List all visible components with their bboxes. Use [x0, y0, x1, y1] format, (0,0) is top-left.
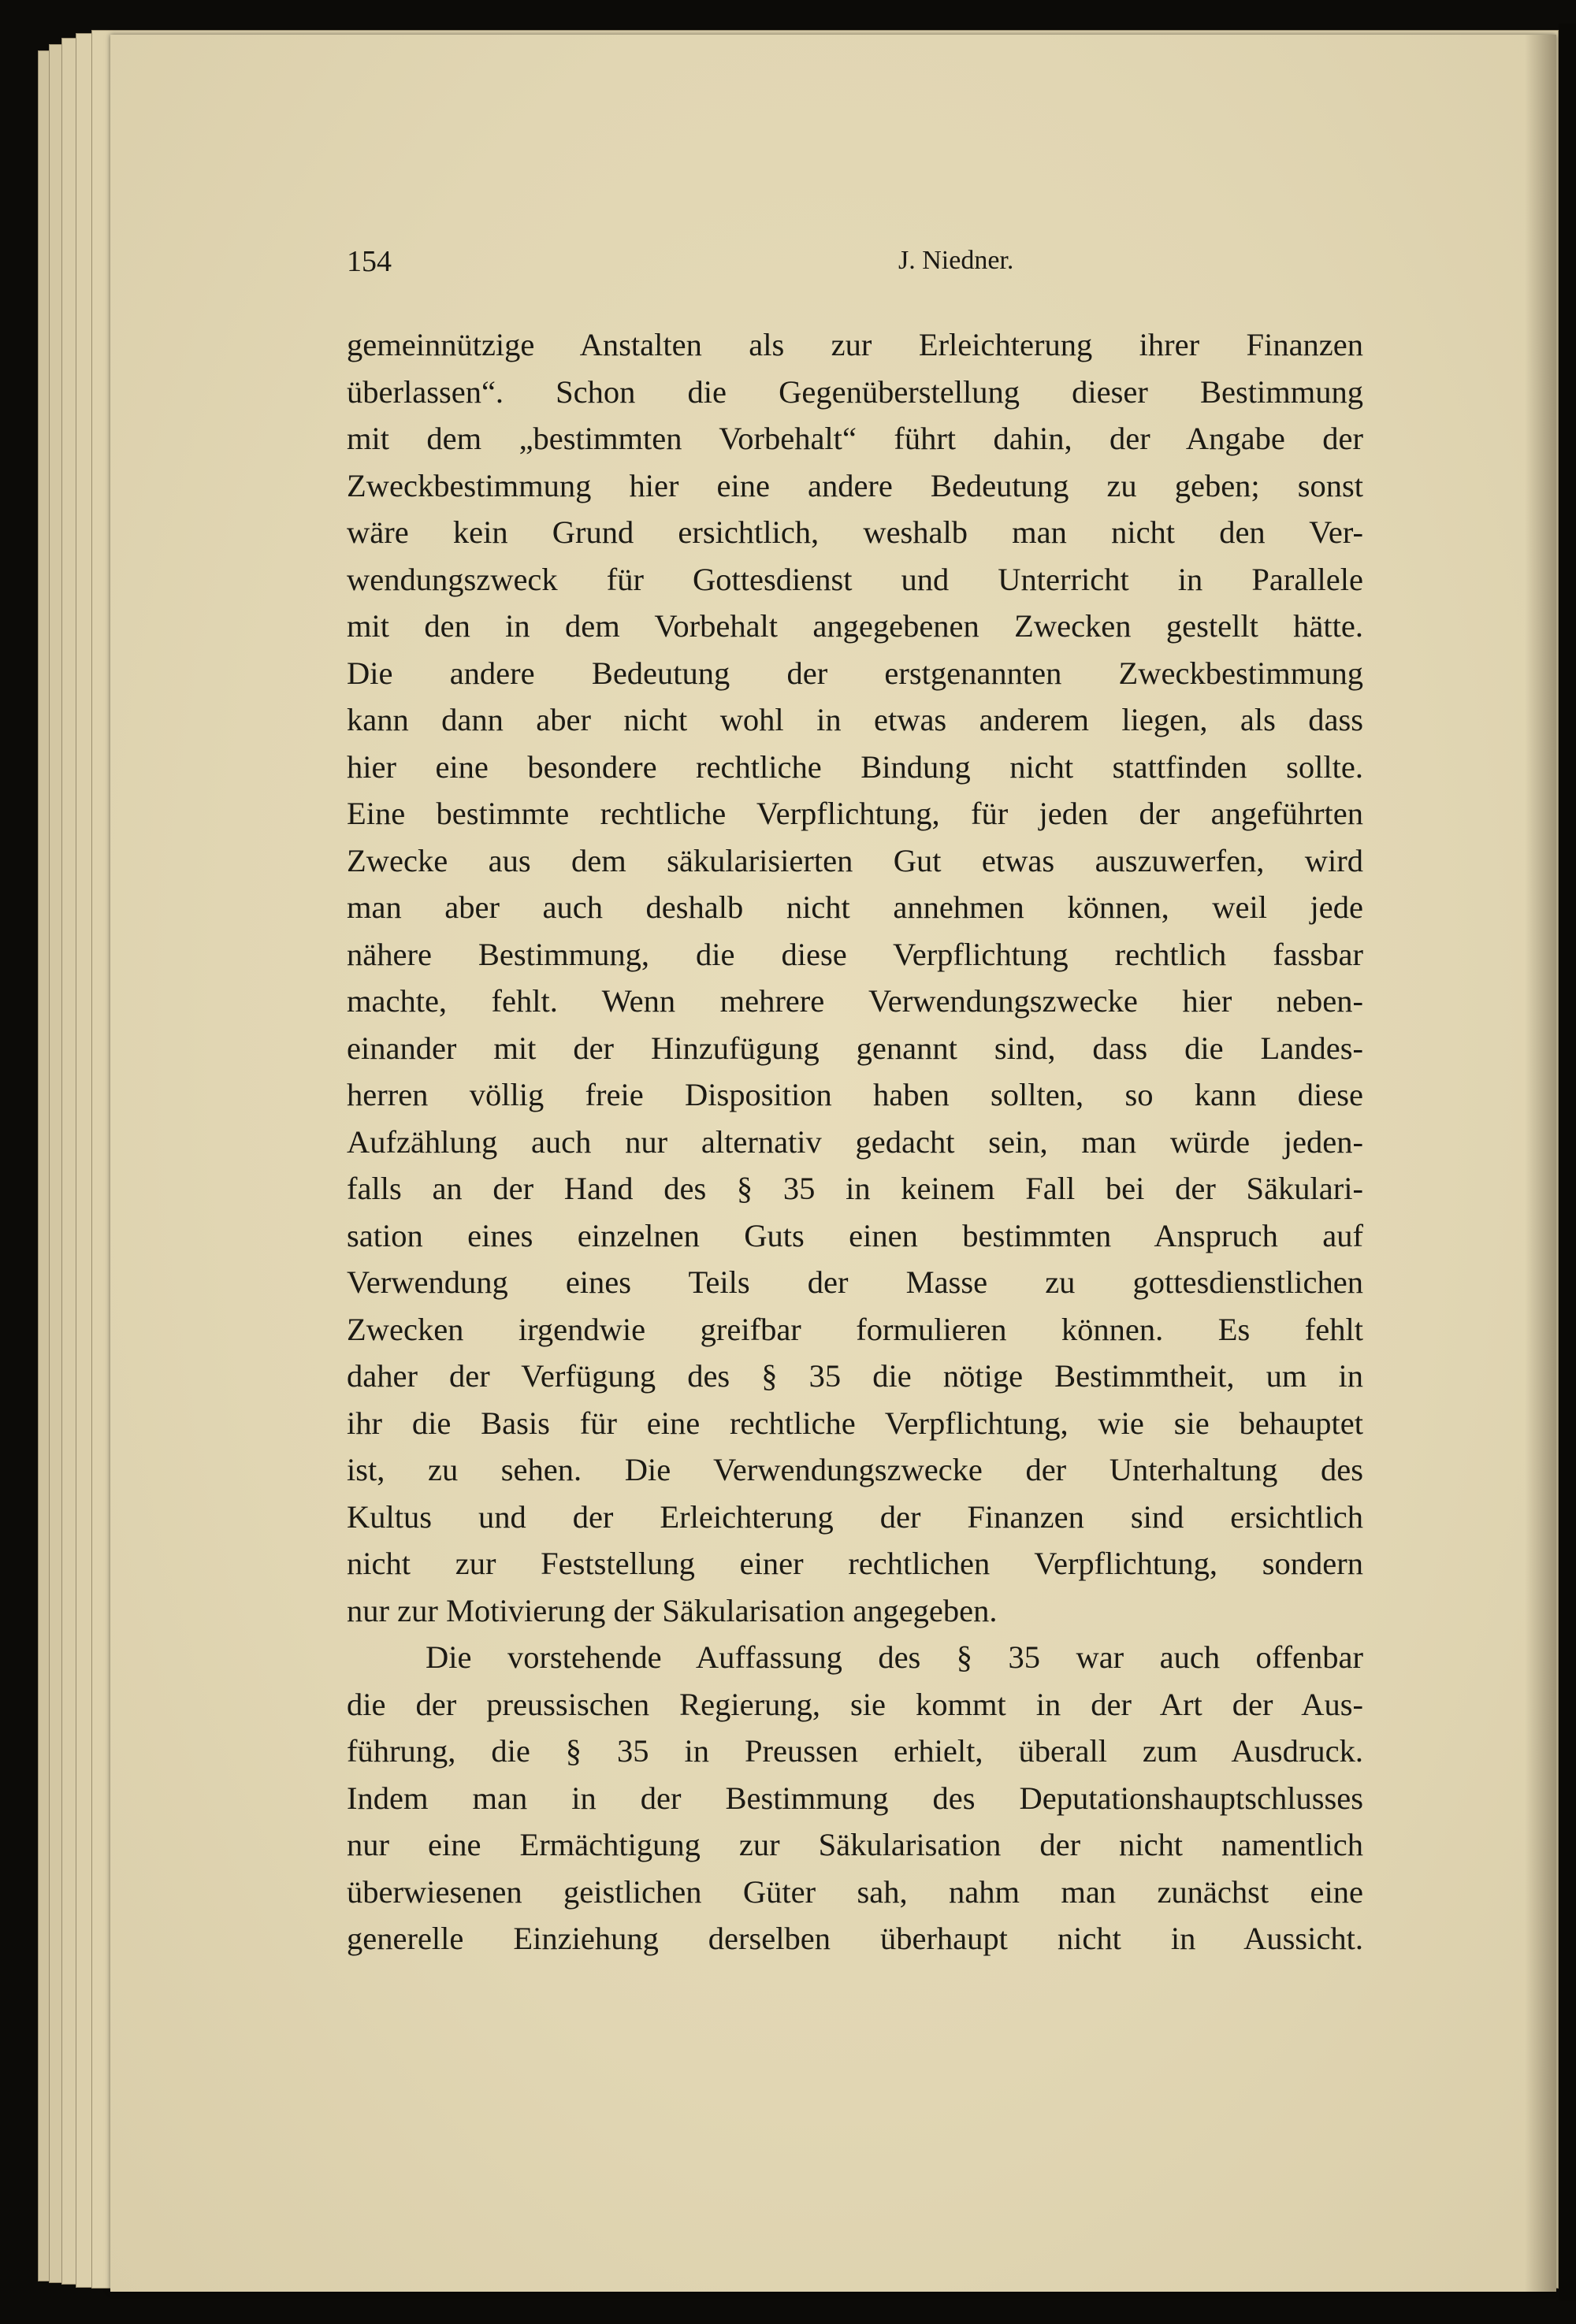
text-line: ist, zu sehen. Die Verwendungszwecke der Unterhaltung des	[347, 1452, 1363, 1487]
text-line: mit dem „bestimmten Vorbehalt“ führt dahin, der Angabe der	[347, 421, 1363, 456]
text-line: gemeinnützige Anstalten als zur Erleichterung ihrer Finanzen	[347, 327, 1363, 362]
text-line: Die vorstehende Auffassung des § 35 war auch offenbar	[426, 1639, 1363, 1675]
page-number: 154	[347, 245, 392, 278]
text-line: daher der Verfügung des § 35 die nötige Bestimmtheit, um in	[347, 1358, 1363, 1394]
gutter-shadow	[1525, 35, 1556, 2292]
text-line: hier eine besondere rechtliche Bindung nicht stattfinden sollte.	[347, 748, 1363, 785]
text-line: kann dann aber nicht wohl in etwas anderem liegen, als dass	[347, 702, 1363, 737]
page-header	[236, 244, 1371, 291]
text-line: wäre kein Grund ersichtlich, weshalb man nicht den Ver-	[347, 514, 1363, 550]
text-line: Zweckbestimmung hier eine andere Bedeutung zu geben; sonst	[347, 467, 1363, 503]
text-line: mit den in dem Vorbehalt angegebenen Zwecken gestellt hätte.	[347, 608, 1363, 644]
text-line: nähere Bestimmung, die diese Verpflichtung rechtlich fassbar	[347, 936, 1363, 972]
text-line: nur eine Ermächtigung zur Säkularisation der nicht namentlich	[347, 1827, 1363, 1862]
text-line: Aufzählung auch nur alternativ gedacht sein, man würde jeden-	[347, 1123, 1363, 1160]
text-line: die der preussischen Regierung, sie kommt in der Art der Aus-	[347, 1686, 1363, 1722]
text-line: Die andere Bedeutung der erstgenannten Zweckbestimmung	[347, 655, 1363, 691]
text-line: überlassen“. Schon die Gegenüberstellung dieser Bestimmung	[347, 373, 1363, 410]
text-line: generelle Einziehung derselben überhaupt nicht in Aussicht.	[347, 1921, 1363, 1956]
text-line: Kultus und der Erleichterung der Finanzen sind ersichtlich	[347, 1498, 1363, 1535]
text-line: falls an der Hand des § 35 in keinem Fall bei der Säkulari-	[347, 1171, 1363, 1206]
text-line: Indem man in der Bestimmung des Deputationshauptschlusses	[347, 1780, 1363, 1816]
text-line: wendungszweck für Gottesdienst und Unterricht in Parallele	[347, 561, 1363, 597]
text-line: herren völlig freie Disposition haben sollten, so kann diese	[347, 1077, 1363, 1112]
text-line: Zwecke aus dem säkularisierten Gut etwas auszuwerfen, wird	[347, 842, 1363, 878]
text-line: ihr die Basis für eine rechtliche Verpflichtung, wie sie behauptet	[347, 1405, 1363, 1441]
body-text	[347, 321, 1363, 1962]
text-line: nicht zur Feststellung einer rechtlichen Verpflichtung, sondern	[347, 1546, 1363, 1581]
text-line: einander mit der Hinzufügung genannt sind, dass die Landes-	[347, 1030, 1363, 1066]
text-line: führung, die § 35 in Preussen erhielt, überall zum Ausdruck.	[347, 1733, 1363, 1769]
running-head: J. Niedner.	[898, 246, 1014, 275]
text-line: man aber auch deshalb nicht annehmen können, weil jede	[347, 889, 1363, 925]
text-line: nur zur Motivierung der Säkularisation angegeben.	[347, 1592, 998, 1628]
text-line: Verwendung eines Teils der Masse zu gottesdienstlichen	[347, 1264, 1363, 1300]
book-spine	[1559, 24, 1576, 2300]
text-line: Zwecken irgendwie greifbar formulieren können. Es fehlt	[347, 1311, 1363, 1347]
text-line: machte, fehlt. Wenn mehrere Verwendungszwecke hier neben-	[347, 983, 1363, 1019]
text-line: überwiesenen geistlichen Güter sah, nahm man zunächst eine	[347, 1873, 1363, 1910]
text-line: sation eines einzelnen Guts einen bestimmten Anspruch auf	[347, 1217, 1363, 1253]
text-line: Eine bestimmte rechtliche Verpflichtung, für jeden der angeführten	[347, 796, 1363, 831]
